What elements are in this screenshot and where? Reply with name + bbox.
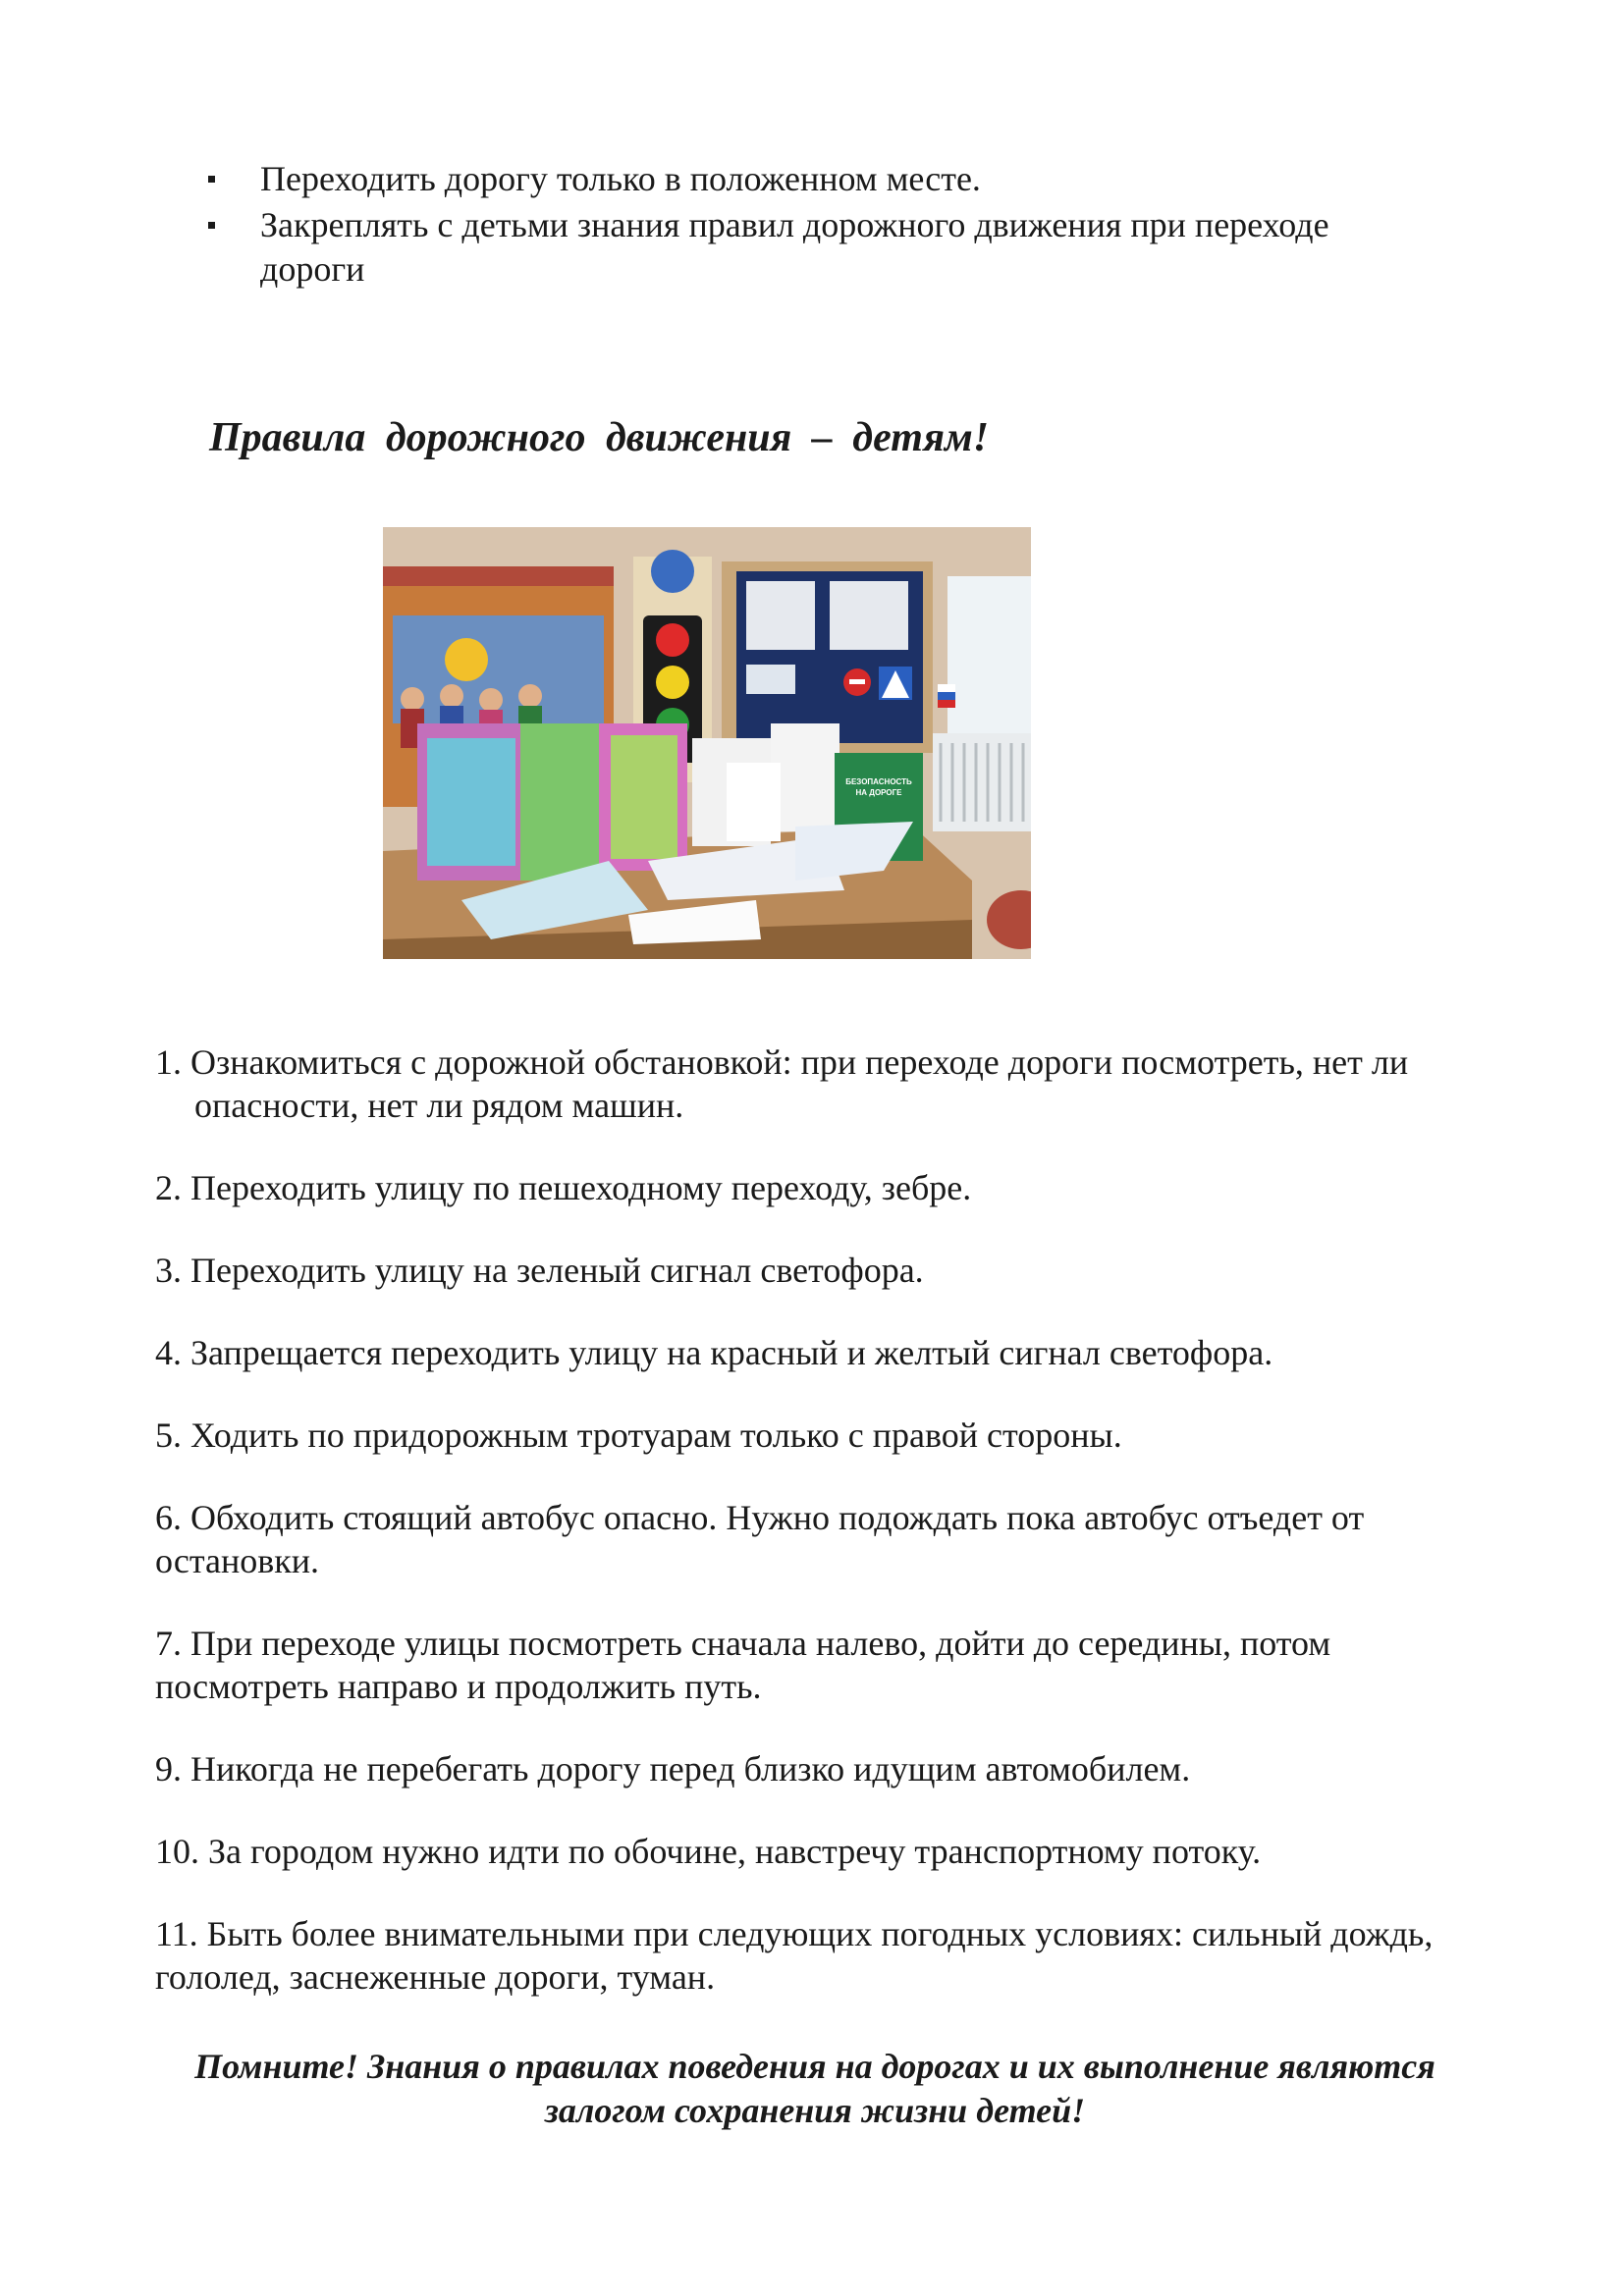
rule-item: 5. Ходить по придорожным тротуарам только с правой стороны. (155, 1415, 1122, 1455)
section-heading: Правила дорожного движения – детям! (209, 415, 990, 460)
poster-title-line1: БЕЗОПАСНОСТЬ (845, 777, 912, 786)
rule-item: 11. Быть более внимательными при следующих погодных условиях: сильный дождь, гололед, заснеженные дороги, туман. (155, 1914, 1434, 1997)
rules-list (155, 1041, 1490, 2038)
rule-item: 2. Переходить улицу по пешеходному переходу, зебре. (155, 1168, 972, 1207)
closing-reminder: Помните! Знания о правилах поведения на дорогах и их выполнение являются залогом сохранения жизни детей! (194, 2047, 1435, 2130)
bullet-marker-icon (208, 176, 215, 183)
rule-item: 7. При переходе улицы посмотреть сначала налево, дойти до середины, потом посмотреть направо и продолжить путь. (155, 1624, 1331, 1706)
rule-item: 3. Переходить улицу на зеленый сигнал светофора. (155, 1251, 924, 1290)
rule-item: 4. Запрещается переходить улицу на красный и желтый сигнал светофора. (155, 1333, 1273, 1372)
rule-item: 6. Обходить стоящий автобус опасно. Нужно подождать пока автобус отъедет от остановки. (155, 1498, 1365, 1580)
bullet-list (208, 157, 1435, 294)
rule-item: 9. Никогда не перебегать дорогу перед близко идущим автомобилем. (155, 1749, 1191, 1789)
bullet-text: Переходить дорогу только в положенном месте. (260, 159, 981, 198)
photo-illustration (383, 527, 1031, 959)
bullet-marker-icon (208, 222, 215, 229)
bullet-text: Закреплять с детьми знания правил дорожного движения при переходе дороги (260, 205, 1329, 289)
classroom-display-photo (383, 527, 1031, 959)
bullet-item (208, 157, 1435, 201)
rule-item: 10. За городом нужно идти по обочине, навстречу транспортному потоку. (155, 1832, 1262, 1871)
poster-title-line2: НА ДОРОГЕ (855, 788, 902, 797)
rule-item: 1. Ознакомиться с дорожной обстановкой: при переходе дороги посмотреть, нет ли опасности, нет ли рядом машин. (155, 1042, 1409, 1125)
bullet-item (208, 203, 1435, 292)
